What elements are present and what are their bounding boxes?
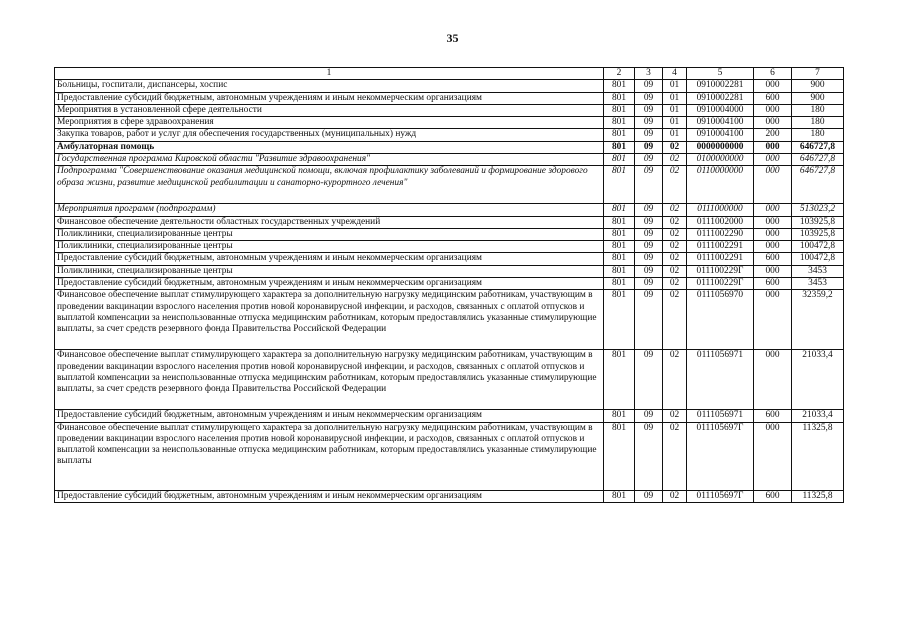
amount-cell: 103925,8 (792, 228, 844, 240)
column-header: 2 (604, 68, 635, 80)
target-article-cell: 0910002281 (687, 80, 754, 92)
expense-name-cell: Мероприятия в сфере здравоохранения (55, 117, 604, 129)
expense-type-cell: 000 (754, 350, 792, 410)
ministry-code-cell: 801 (604, 204, 635, 216)
expense-type-cell: 000 (754, 141, 792, 153)
section-code-cell: 09 (635, 265, 663, 277)
ministry-code-cell: 801 (604, 277, 635, 289)
expense-name-cell: Предоставление субсидий бюджетным, автономным учреждениям и иным некоммерческим организациям (55, 92, 604, 104)
table-row (55, 80, 844, 92)
expense-type-cell: 000 (754, 290, 792, 350)
target-article-cell: 0111056970 (687, 290, 754, 350)
ministry-code-cell: 801 (604, 422, 635, 490)
expense-name-cell: Поликлиники, специализированные центры (55, 265, 604, 277)
subsection-code-cell: 01 (663, 92, 687, 104)
column-header: 1 (55, 68, 604, 80)
amount-cell: 513023,2 (792, 204, 844, 216)
section-code-cell: 09 (635, 350, 663, 410)
target-article-cell: 0910004000 (687, 104, 754, 116)
section-code-cell: 09 (635, 153, 663, 165)
column-header: 7 (792, 68, 844, 80)
section-code-cell: 09 (635, 129, 663, 141)
table-row (55, 277, 844, 289)
expense-name-cell: Закупка товаров, работ и услуг для обеспечения государственных (муниципальных) нужд (55, 129, 604, 141)
amount-cell: 3453 (792, 277, 844, 289)
ministry-code-cell: 801 (604, 265, 635, 277)
ministry-code-cell: 801 (604, 117, 635, 129)
target-article-cell: 0111002000 (687, 216, 754, 228)
table-row (55, 141, 844, 153)
table-row (55, 290, 844, 350)
section-code-cell: 09 (635, 290, 663, 350)
subsection-code-cell: 01 (663, 129, 687, 141)
expense-type-cell: 600 (754, 410, 792, 422)
section-code-cell: 09 (635, 228, 663, 240)
target-article-cell: 011100229Г (687, 277, 754, 289)
ministry-code-cell: 801 (604, 290, 635, 350)
amount-cell: 11325,8 (792, 422, 844, 490)
expense-type-cell: 000 (754, 265, 792, 277)
amount-cell: 180 (792, 129, 844, 141)
target-article-cell: 0910004100 (687, 129, 754, 141)
target-article-cell: 0111056971 (687, 410, 754, 422)
table-row (55, 350, 844, 410)
table-body (55, 80, 844, 503)
target-article-cell: 0000000000 (687, 141, 754, 153)
table-row (55, 422, 844, 490)
amount-cell: 100472,8 (792, 253, 844, 265)
section-code-cell: 09 (635, 92, 663, 104)
section-code-cell: 09 (635, 104, 663, 116)
section-code-cell: 09 (635, 117, 663, 129)
expense-type-cell: 600 (754, 277, 792, 289)
table-header-row (55, 68, 844, 80)
subsection-code-cell: 02 (663, 204, 687, 216)
section-code-cell: 09 (635, 216, 663, 228)
ministry-code-cell: 801 (604, 490, 635, 502)
section-code-cell: 09 (635, 204, 663, 216)
target-article-cell: 0910004100 (687, 117, 754, 129)
ministry-code-cell: 801 (604, 216, 635, 228)
expense-name-cell: Предоставление субсидий бюджетным, автономным учреждениям и иным некоммерческим организациям (55, 253, 604, 265)
subsection-code-cell: 02 (663, 253, 687, 265)
subsection-code-cell: 02 (663, 153, 687, 165)
subsection-code-cell: 01 (663, 80, 687, 92)
expense-name-cell: Предоставление субсидий бюджетным, автономным учреждениям и иным некоммерческим организациям (55, 490, 604, 502)
budget-table (54, 67, 844, 503)
expense-name-cell: Амбулаторная помощь (55, 141, 604, 153)
amount-cell: 180 (792, 117, 844, 129)
subsection-code-cell: 02 (663, 166, 687, 204)
subsection-code-cell: 02 (663, 350, 687, 410)
expense-name-cell: Поликлиники, специализированные центры (55, 228, 604, 240)
table-row (55, 490, 844, 502)
expense-name-cell: Государственная программа Кировской области "Развитие здравоохранения" (55, 153, 604, 165)
section-code-cell: 09 (635, 277, 663, 289)
table-row (55, 241, 844, 253)
amount-cell: 11325,8 (792, 490, 844, 502)
expense-name-cell: Предоставление субсидий бюджетным, автономным учреждениям и иным некоммерческим организациям (55, 410, 604, 422)
amount-cell: 3453 (792, 265, 844, 277)
amount-cell: 180 (792, 104, 844, 116)
ministry-code-cell: 801 (604, 410, 635, 422)
subsection-code-cell: 02 (663, 290, 687, 350)
table-row (55, 92, 844, 104)
ministry-code-cell: 801 (604, 350, 635, 410)
expense-name-cell: Финансовое обеспечение выплат стимулирующего характера за дополнительную нагрузку медицинским работникам, участвующим в проведении вакцинации взрослого населения против новой коронавирусной инфекции, и расходов, связанных с оплатой отпусков и выплатой компенсации за неиспользованные отпуска медицинским работникам, которым предоставлялись указанные стимулирующие выплаты, за счет средств резервного фонда Правительства Российской Федерации (55, 290, 604, 350)
amount-cell: 646727,8 (792, 166, 844, 204)
subsection-code-cell: 02 (663, 141, 687, 153)
subsection-code-cell: 02 (663, 422, 687, 490)
expense-type-cell: 000 (754, 216, 792, 228)
column-header: 4 (663, 68, 687, 80)
amount-cell: 21033,4 (792, 350, 844, 410)
expense-type-cell: 600 (754, 490, 792, 502)
ministry-code-cell: 801 (604, 141, 635, 153)
table-row (55, 410, 844, 422)
table-row (55, 265, 844, 277)
target-article-cell: 0111002290 (687, 228, 754, 240)
target-article-cell: 011100229Г (687, 265, 754, 277)
amount-cell: 100472,8 (792, 241, 844, 253)
expense-type-cell: 000 (754, 80, 792, 92)
expense-type-cell: 000 (754, 241, 792, 253)
subsection-code-cell: 01 (663, 104, 687, 116)
subsection-code-cell: 02 (663, 277, 687, 289)
expense-name-cell: Финансовое обеспечение деятельности областных государственных учреждений (55, 216, 604, 228)
target-article-cell: 011105697Г (687, 490, 754, 502)
section-code-cell: 09 (635, 253, 663, 265)
table-row (55, 253, 844, 265)
expense-type-cell: 000 (754, 104, 792, 116)
target-article-cell: 0111056971 (687, 350, 754, 410)
column-header: 5 (687, 68, 754, 80)
target-article-cell: 0111002291 (687, 241, 754, 253)
ministry-code-cell: 801 (604, 166, 635, 204)
expense-name-cell: Мероприятия в установленной сфере деятельности (55, 104, 604, 116)
amount-cell: 103925,8 (792, 216, 844, 228)
amount-cell: 21033,4 (792, 410, 844, 422)
amount-cell: 900 (792, 92, 844, 104)
expense-type-cell: 000 (754, 117, 792, 129)
amount-cell: 32359,2 (792, 290, 844, 350)
ministry-code-cell: 801 (604, 129, 635, 141)
table-row (55, 153, 844, 165)
target-article-cell: 0111000000 (687, 204, 754, 216)
expense-name-cell: Больницы, госпитали, диспансеры, хоспис (55, 80, 604, 92)
ministry-code-cell: 801 (604, 241, 635, 253)
column-header: 6 (754, 68, 792, 80)
table-row (55, 129, 844, 141)
target-article-cell: 0910002281 (687, 92, 754, 104)
subsection-code-cell: 02 (663, 241, 687, 253)
amount-cell: 646727,8 (792, 141, 844, 153)
page-number: 35 (446, 31, 459, 45)
amount-cell: 646727,8 (792, 153, 844, 165)
section-code-cell: 09 (635, 166, 663, 204)
table-row (55, 117, 844, 129)
section-code-cell: 09 (635, 490, 663, 502)
expense-type-cell: 000 (754, 422, 792, 490)
amount-cell: 900 (792, 80, 844, 92)
table-row (55, 216, 844, 228)
table-row (55, 104, 844, 116)
expense-type-cell: 600 (754, 92, 792, 104)
section-code-cell: 09 (635, 422, 663, 490)
expense-name-cell: Предоставление субсидий бюджетным, автономным учреждениям и иным некоммерческим организациям (55, 277, 604, 289)
ministry-code-cell: 801 (604, 228, 635, 240)
column-header: 3 (635, 68, 663, 80)
section-code-cell: 09 (635, 241, 663, 253)
target-article-cell: 0111002291 (687, 253, 754, 265)
expense-type-cell: 000 (754, 153, 792, 165)
section-code-cell: 09 (635, 80, 663, 92)
target-article-cell: 011105697Г (687, 422, 754, 490)
subsection-code-cell: 02 (663, 410, 687, 422)
expense-type-cell: 000 (754, 204, 792, 216)
expense-name-cell: Подпрограмма "Совершенствование оказания медицинской помощи, включая профилактику заболеваний и формирование здорового образа жизни, развитие медицинской реабилитации и санаторно-курортного лечения" (55, 166, 604, 204)
target-article-cell: 0110000000 (687, 166, 754, 204)
subsection-code-cell: 02 (663, 216, 687, 228)
expense-name-cell: Мероприятия программ (подпрограмм) (55, 204, 604, 216)
table-row (55, 204, 844, 216)
expense-type-cell: 200 (754, 129, 792, 141)
subsection-code-cell: 02 (663, 228, 687, 240)
ministry-code-cell: 801 (604, 104, 635, 116)
expense-type-cell: 600 (754, 253, 792, 265)
subsection-code-cell: 02 (663, 265, 687, 277)
table-row (55, 228, 844, 240)
table-row (55, 166, 844, 204)
expense-name-cell: Финансовое обеспечение выплат стимулирующего характера за дополнительную нагрузку медицинским работникам, участвующим в проведении вакцинации взрослого населения против новой коронавирусной инфекции, и расходов, связанных с оплатой отпусков и выплатой компенсации за неиспользованные отпуска медицинским работникам, которым предоставлялись указанные стимулирующие выплаты, за счет средств резервного фонда Правительства Российской Федерации (55, 350, 604, 410)
ministry-code-cell: 801 (604, 80, 635, 92)
ministry-code-cell: 801 (604, 153, 635, 165)
subsection-code-cell: 02 (663, 490, 687, 502)
expense-type-cell: 000 (754, 166, 792, 204)
expense-name-cell: Финансовое обеспечение выплат стимулирующего характера за дополнительную нагрузку медицинским работникам, участвующим в проведении вакцинации взрослого населения против новой коронавирусной инфекции, и расходов, связанных с оплатой отпусков и выплатой компенсации за неиспользованные отпуска медицинским работникам, которым предоставлялись указанные стимулирующие выплаты (55, 422, 604, 490)
section-code-cell: 09 (635, 410, 663, 422)
section-code-cell: 09 (635, 141, 663, 153)
ministry-code-cell: 801 (604, 253, 635, 265)
subsection-code-cell: 01 (663, 117, 687, 129)
target-article-cell: 0100000000 (687, 153, 754, 165)
expense-type-cell: 000 (754, 228, 792, 240)
ministry-code-cell: 801 (604, 92, 635, 104)
expense-name-cell: Поликлиники, специализированные центры (55, 241, 604, 253)
